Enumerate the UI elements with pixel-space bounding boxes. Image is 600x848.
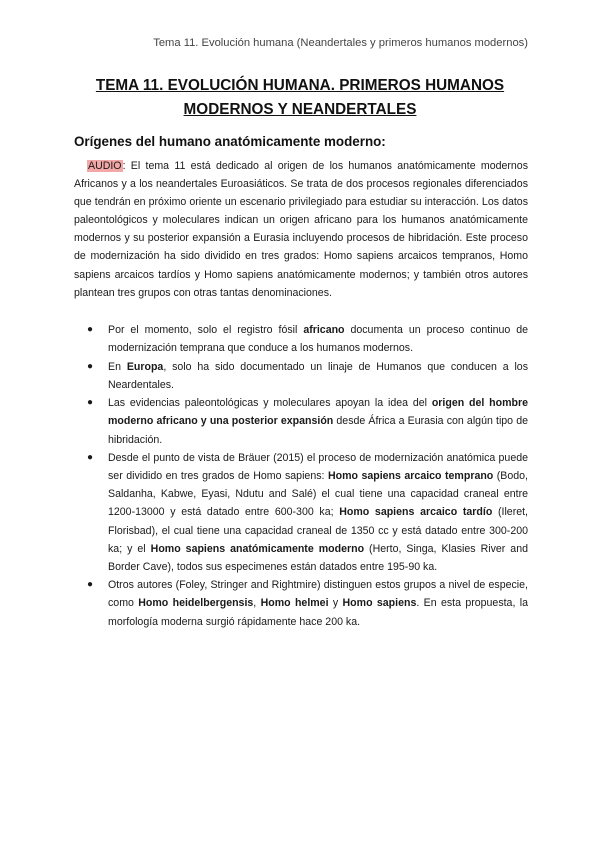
title-line-1: TEMA 11. EVOLUCIÓN HUMANA. PRIMEROS HUMANOS	[95, 77, 505, 94]
bullet-text: Otros autores (Foley, Stringer and Rightmire) distinguen estos grupos a nivel de especie, como	[108, 579, 528, 610]
bullet-item	[74, 576, 528, 630]
bullet-bold-text: Homo sapiens arcaico tardío	[339, 506, 493, 519]
bullet-text: Por el momento, solo el registro fósil	[108, 324, 304, 336]
bullet-item	[74, 358, 528, 394]
audio-label: AUDIO	[88, 160, 122, 172]
bullet-bold-text: Homo sapiens anatómicamente moderno	[150, 542, 365, 555]
bullet-bold-text: Homo helmei	[260, 597, 329, 610]
bullet-icon: ●	[87, 360, 94, 372]
bullet-icon: ●	[87, 324, 94, 335]
bullet-text: (Ileret, Florisbad), el cual tiene una capacidad craneal de 1350 cc y está datado entre 300-200 ka; y el	[108, 506, 529, 555]
document-title	[60, 74, 540, 122]
bullet-icon: ●	[87, 579, 94, 591]
bullet-item	[74, 394, 528, 448]
bullet-bold-text: Homo sapiens arcaico temprano	[327, 470, 494, 483]
bullet-text: (Herto, Singa, Klasies River and Border Cave), todos sus especimenes están datados entre 195-90 ka.	[108, 542, 528, 573]
bullet-text: documenta un proceso continuo de modernización temprana que conduce a los humanos modernos.	[108, 324, 528, 355]
bullet-text: En	[108, 360, 127, 373]
bullet-icon: ●	[87, 452, 94, 464]
bullet-item	[74, 449, 528, 576]
bullet-text: Las evidencias paleontológicas y moleculares apoyan la idea del	[108, 397, 432, 410]
bullet-text: ,	[253, 597, 261, 610]
bullet-text: , solo ha sido documentado un linaje de Humanos que conducen a los Neardentales.	[108, 360, 528, 391]
running-header: Tema 11. Evolución humana (Neandertales y primeros humanos modernos)	[153, 37, 528, 49]
bullet-text: Desde el punto de vista de Bräuer (2015) el proceso de modernización anatómica puede ser dividido en tres grados de Homo sapiens:	[108, 452, 528, 483]
bullet-bold-text: Homo sapiens	[342, 597, 417, 610]
title-line-2: MODERNOS Y NEANDERTALES	[183, 101, 417, 118]
bullet-list	[74, 321, 528, 631]
intro-paragraph	[74, 157, 528, 302]
bullet-bold-text: Europa	[126, 360, 164, 373]
bullet-text: (Bodo, Saldanha, Kabwe, Eyasi, Ndutu and Salé) el cual tiene una capacidad craneal entre 1200-13000 y está datado entre 600-300 ka;	[108, 470, 528, 519]
intro-text: : El tema 11 está dedicado al origen de los humanos anatómicamente modernos Africanos y a los neandertales Euroasiáticos. Se trata de dos procesos regionales diferenciados que tendrán en próximo oriente un escenario privilegiado para estudiar su interacción. Los datos paleontológicos y moleculares indican un origen africano para los humanos anatómicamente modernos y su posterior expansión a Eurasia incluyendo procesos de hibridación. Este proceso de modernización ha sido dividido en tres grados: Homo sapiens arcaicos tempranos, Homo sapiens arcaicos tardíos y Homo sapiens anatómicamente modernos; y también otros autores plantean tres grupos con otras tantas denominaciones.	[74, 160, 528, 299]
bullet-bold-text: africano	[303, 324, 345, 336]
bullet-text: desde África a Eurasia con algún tipo de hibridación.	[108, 415, 528, 446]
bullet-icon: ●	[87, 397, 94, 409]
section-heading: Orígenes del humano anatómicamente moderno:	[74, 134, 386, 149]
bullet-text: . En esta propuesta, la morfología moderna surgió rápidamente hace 200 ka.	[108, 597, 528, 628]
bullet-text: y	[328, 597, 343, 610]
bullet-item	[74, 321, 528, 357]
bullet-bold-text: Homo heidelbergensis	[138, 597, 254, 610]
bullet-bold-text: origen del hombre moderno africano y una posterior expansión	[108, 397, 528, 428]
